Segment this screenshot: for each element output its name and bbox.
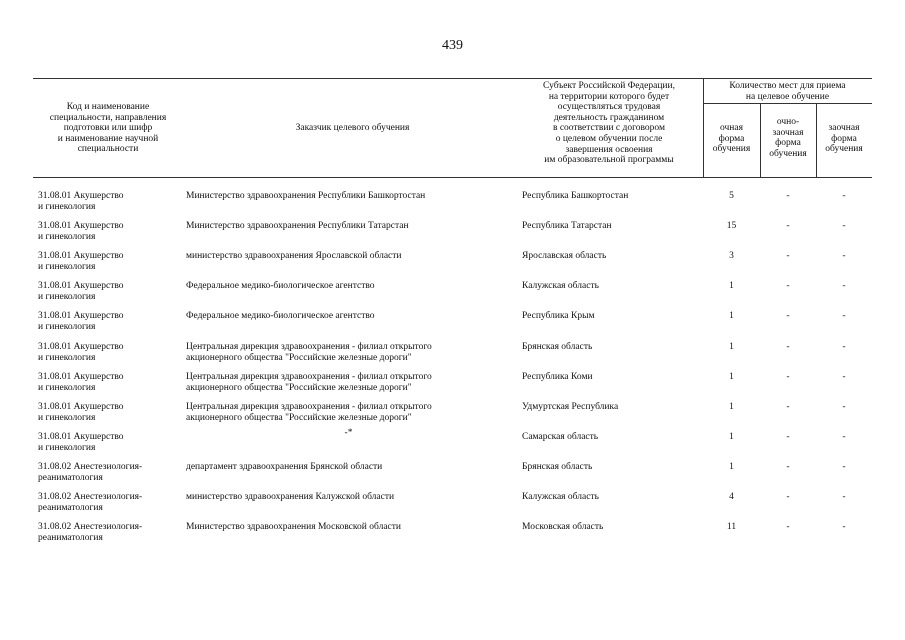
row-subject: Республика Крым (522, 311, 595, 321)
row-correspondence: - (842, 221, 846, 231)
row-customer: Федеральное медико-биологическое агентство (186, 311, 375, 321)
row-parttime: - (786, 462, 790, 472)
row-correspondence: - (842, 311, 846, 321)
row-subject: Самарская область (522, 432, 599, 442)
row-fulltime: 1 (729, 372, 734, 382)
row-parttime: - (786, 221, 790, 231)
header-code: Код и наименование специальности, направления подготовки или шифр и наименование научной специальности (49, 102, 167, 155)
header-fulltime: очная форма обучения (712, 123, 751, 155)
row-correspondence: - (842, 251, 846, 261)
row-customer: Министерство здравоохранения Республики Башкортостан (186, 191, 426, 201)
row-code: 31.08.01 Акушерство и гинекология (38, 311, 124, 332)
header-top-rule (33, 78, 872, 79)
row-parttime: - (786, 522, 790, 532)
row-parttime: - (786, 372, 790, 382)
row-customer: министерство здравоохранения Ярославской области (186, 251, 402, 261)
row-parttime: - (786, 191, 790, 201)
row-correspondence: - (842, 191, 846, 201)
header-customer: Заказчик целевого обучения (295, 123, 410, 133)
row-subject: Удмуртская Республика (522, 402, 619, 412)
row-subject: Калужская область (522, 281, 599, 291)
header-places: Количество мест для приема на целевое обучение (729, 81, 846, 102)
row-subject: Калужская область (522, 492, 599, 502)
row-correspondence: - (842, 402, 846, 412)
row-parttime: - (786, 311, 790, 321)
row-customer: Министерство здравоохранения Республики Татарстан (186, 221, 409, 231)
header-bottom-rule (33, 177, 872, 178)
row-parttime: - (786, 251, 790, 261)
row-subject: Брянская область (522, 462, 593, 472)
row-code: 31.08.01 Акушерство и гинекология (38, 281, 124, 302)
row-parttime: - (786, 402, 790, 412)
row-customer: Федеральное медико-биологическое агентство (186, 281, 375, 291)
row-code: 31.08.01 Акушерство и гинекология (38, 342, 124, 363)
row-customer: министерство здравоохранения Калужской области (186, 492, 395, 502)
row-correspondence: - (842, 281, 846, 291)
row-code: 31.08.02 Анестезиология- реаниматология (38, 462, 143, 483)
row-subject: Ярославская область (522, 251, 607, 261)
page-number: 439 (442, 38, 463, 53)
row-correspondence: - (842, 462, 846, 472)
row-customer: Министерство здравоохранения Московской области (186, 522, 401, 532)
header-correspondence: заочная форма обучения (825, 123, 863, 155)
row-subject: Республика Башкортостан (522, 191, 629, 201)
row-code: 31.08.02 Анестезиология- реаниматология (38, 522, 143, 543)
row-code: 31.08.02 Анестезиология- реаниматология (38, 492, 143, 513)
row-fulltime: 5 (729, 191, 734, 201)
row-code: 31.08.01 Акушерство и гинекология (38, 191, 124, 212)
places-sub-rule (703, 103, 872, 104)
row-customer: Центральная дирекция здравоохранения - филиал открытого акционерного общества "Российские железные дороги" (186, 402, 432, 423)
row-fulltime: 1 (729, 311, 734, 321)
row-customer: Центральная дирекция здравоохранения - филиал открытого акционерного общества "Российские железные дороги" (186, 372, 432, 393)
row-correspondence: - (842, 492, 846, 502)
row-customer: Центральная дирекция здравоохранения - филиал открытого акционерного общества "Российские железные дороги" (186, 342, 432, 363)
row-subject: Московская область (522, 522, 604, 532)
header-parttime: очно- заочная форма обучения (769, 117, 807, 159)
row-code: 31.08.01 Акушерство и гинекология (38, 372, 124, 393)
row-correspondence: - (842, 432, 846, 442)
row-correspondence: - (842, 342, 846, 352)
row-code: 31.08.01 Акушерство и гинекология (38, 221, 124, 242)
row-fulltime: 1 (729, 432, 734, 442)
row-subject: Республика Коми (522, 372, 593, 382)
row-subject: Республика Татарстан (522, 221, 612, 231)
row-code: 31.08.01 Акушерство и гинекология (38, 402, 124, 423)
row-parttime: - (786, 342, 790, 352)
row-parttime: - (786, 281, 790, 291)
row-code: 31.08.01 Акушерство и гинекология (38, 251, 124, 272)
row-fulltime: 1 (729, 462, 734, 472)
row-correspondence: - (842, 372, 846, 382)
row-fulltime: 3 (729, 251, 734, 261)
row-code: 31.08.01 Акушерство и гинекология (38, 432, 124, 453)
row-subject: Брянская область (522, 342, 593, 352)
row-customer: департамент здравоохранения Брянской области (186, 462, 383, 472)
row-parttime: - (786, 432, 790, 442)
row-customer: -* (344, 428, 353, 438)
row-fulltime: 1 (729, 342, 734, 352)
row-fulltime: 11 (726, 522, 737, 532)
row-parttime: - (786, 492, 790, 502)
row-fulltime: 4 (729, 492, 734, 502)
row-fulltime: 1 (729, 402, 734, 412)
row-fulltime: 1 (729, 281, 734, 291)
header-subject: Субъект Российской Федерации, на территории которого будет осуществляться трудовая деятельность гражданином в соответствии с договором о целевом обучении после завершения освоения им образовательной программы (543, 81, 675, 166)
row-fulltime: 15 (726, 221, 737, 231)
row-correspondence: - (842, 522, 846, 532)
